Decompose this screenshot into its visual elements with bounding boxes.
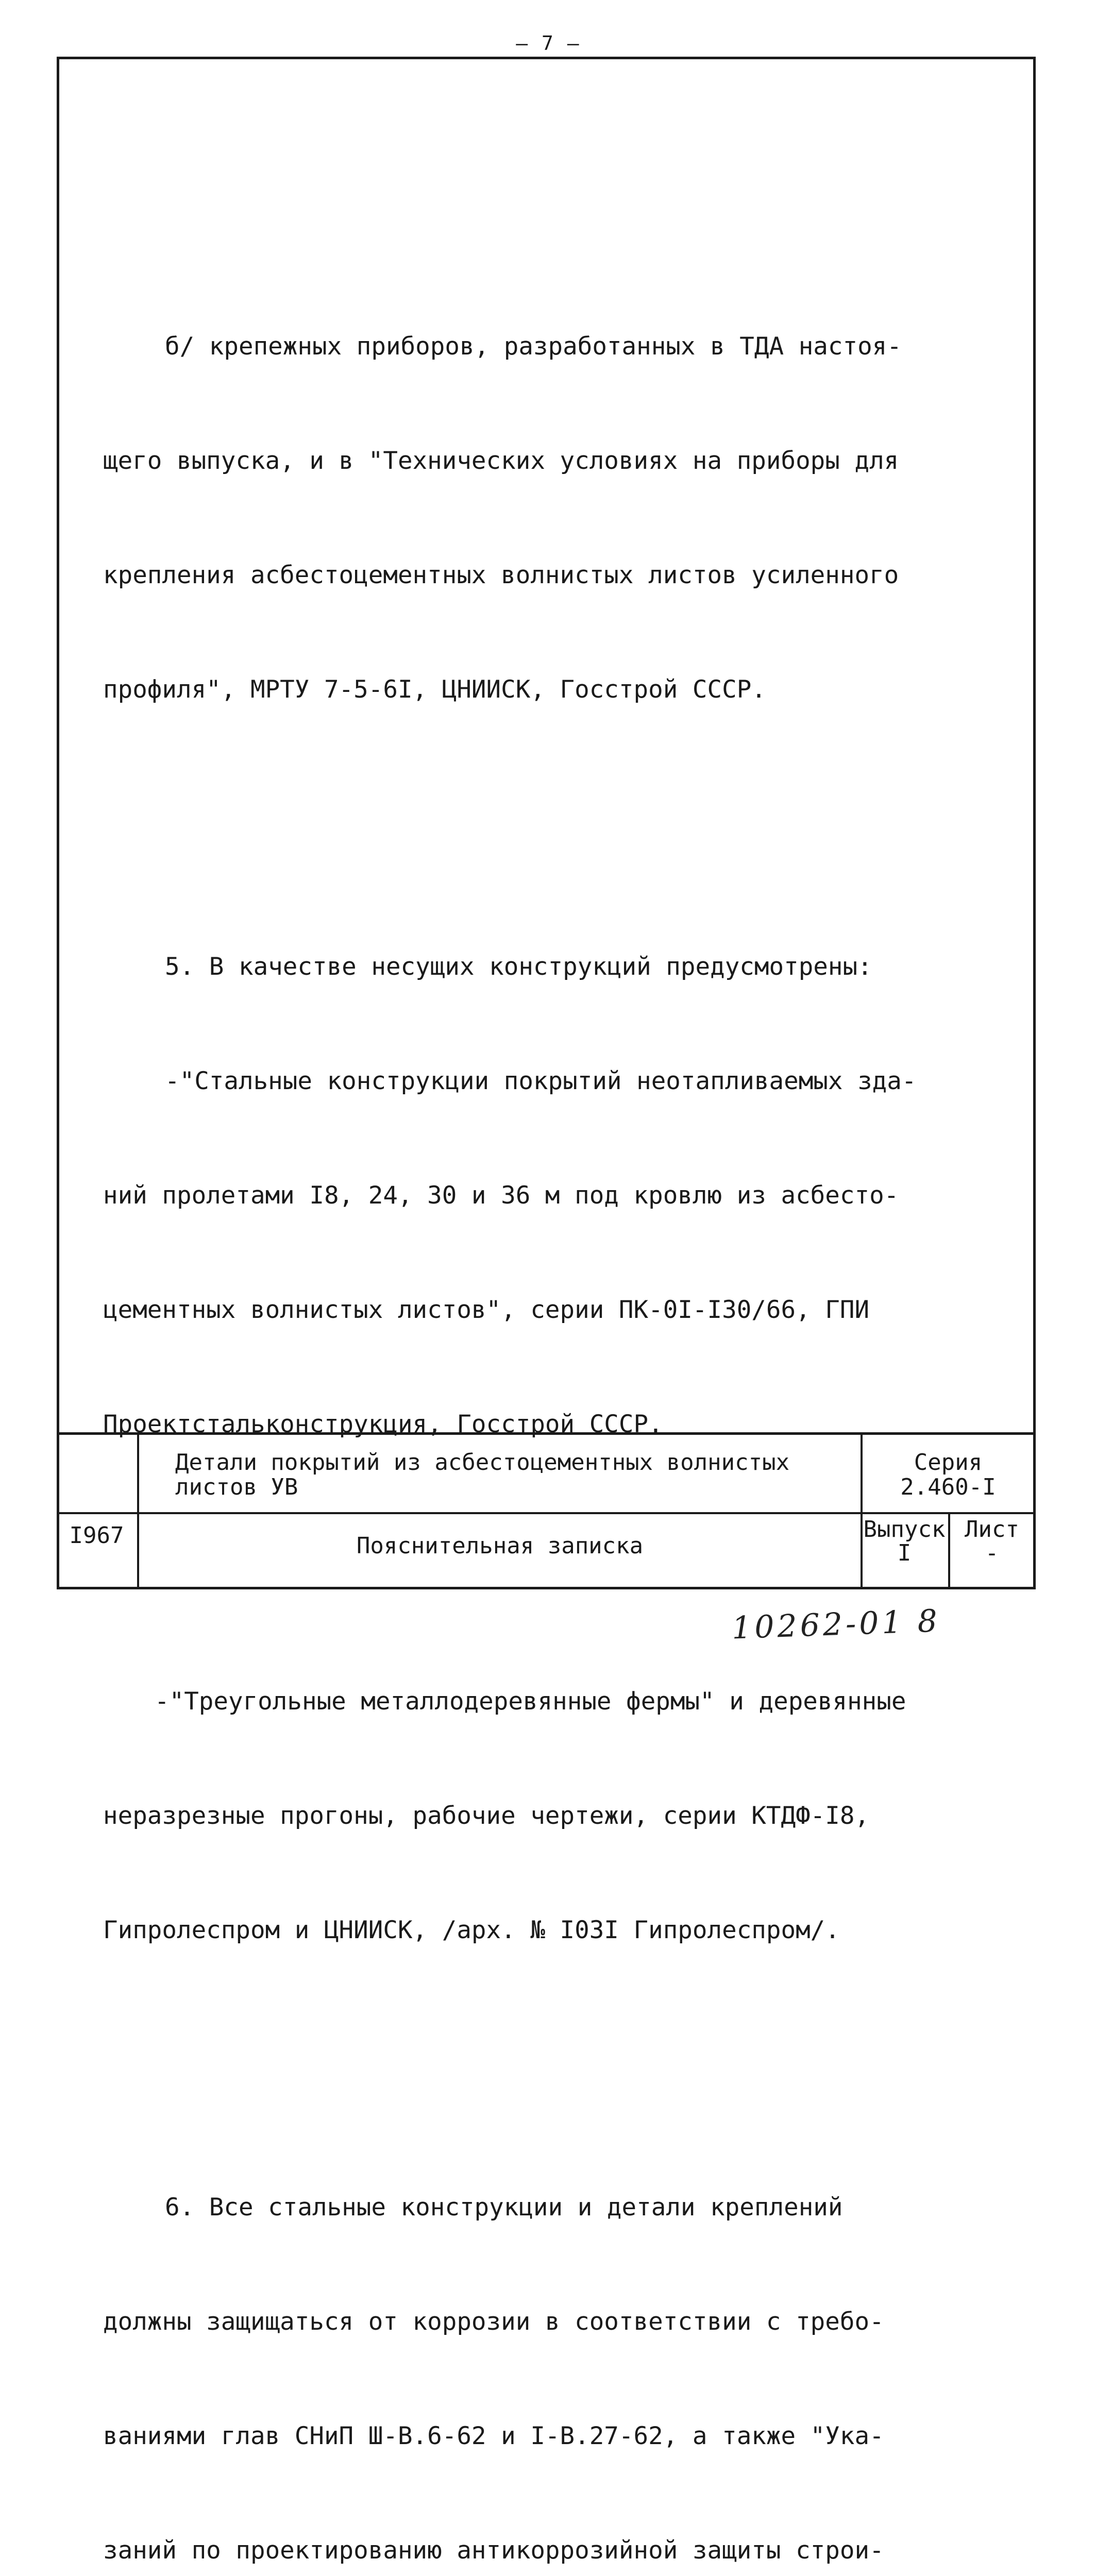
series-label: Серия: [914, 1449, 983, 1476]
text-line: -"Треугольные металлодеревянные фермы" и деревянные: [155, 1687, 906, 1716]
paragraph-b: [103, 251, 1005, 785]
text-line: профиля", МРТУ 7-5-6I, ЦНИИСК, Госстрой СССР.: [103, 675, 766, 704]
handwritten-note: 10262-01 8: [731, 1603, 941, 1647]
page-number: — 7 —: [516, 32, 580, 55]
text-line: щего выпуска, и в "Технических условиях на приборы для: [103, 447, 899, 475]
paragraph-5-cont: [103, 1606, 1005, 2026]
document-body: [103, 175, 1005, 2576]
text-line: цементных волнистых листов", серии ПК-0I-I30/66, ГПИ: [103, 1296, 870, 1324]
text-line: Проектстальконструкция, Госстрой СССР.: [103, 1410, 663, 1438]
title-block: [57, 1432, 1036, 1589]
sheet-value: -: [985, 1540, 999, 1566]
drawing-title-line: листов УВ: [175, 1474, 298, 1500]
issue-label: Выпуск: [863, 1516, 946, 1543]
text-line: 6. Все стальные конструкции и детали креплений: [165, 2193, 843, 2222]
series-value: 2.460-I: [900, 1474, 996, 1500]
paragraph-6: [103, 2112, 1005, 2576]
text-line: б/ крепежных приборов, разработанных в ТДА настоя-: [165, 332, 902, 361]
text-line: заний по проектированию антикоррозийной защиты строи-: [103, 2536, 884, 2565]
text-line: 5. В качестве несущих конструкций предусмотрены:: [165, 953, 872, 981]
drawing-title-line: Детали покрытий из асбестоцементных волнистых: [175, 1449, 790, 1476]
text-line: Гипролеспром и ЦНИИСК, /арх. № I03I Гипролеспром/.: [103, 1916, 840, 1944]
text-line: -"Стальные конструкции покрытий неотапливаемых зда-: [165, 1067, 917, 1095]
text-line: ваниями глав СНиП Ш-В.6-62 и I-В.27-62, а также "Ука-: [103, 2422, 884, 2450]
issue-value: I: [897, 1540, 912, 1566]
document-title: Пояснительная записка: [356, 1533, 644, 1559]
year: I967: [69, 1522, 124, 1549]
text-line: неразрезные прогоны, рабочие чертежи, серии КТДФ-I8,: [103, 1802, 870, 1830]
title-block-divider: [57, 1512, 139, 1514]
sheet-label: Лист: [965, 1516, 1019, 1543]
text-line: ний пролетами I8, 24, 30 и 36 м под кровлю из асбесто-: [103, 1181, 899, 1210]
text-line: должны защищаться от коррозии в соответствии с требо-: [103, 2308, 884, 2336]
paragraph-5: [103, 872, 1005, 1520]
drawing-title: [175, 1450, 855, 1500]
text-line: крепления асбестоцементных волнистых листов усиленного: [103, 561, 899, 589]
